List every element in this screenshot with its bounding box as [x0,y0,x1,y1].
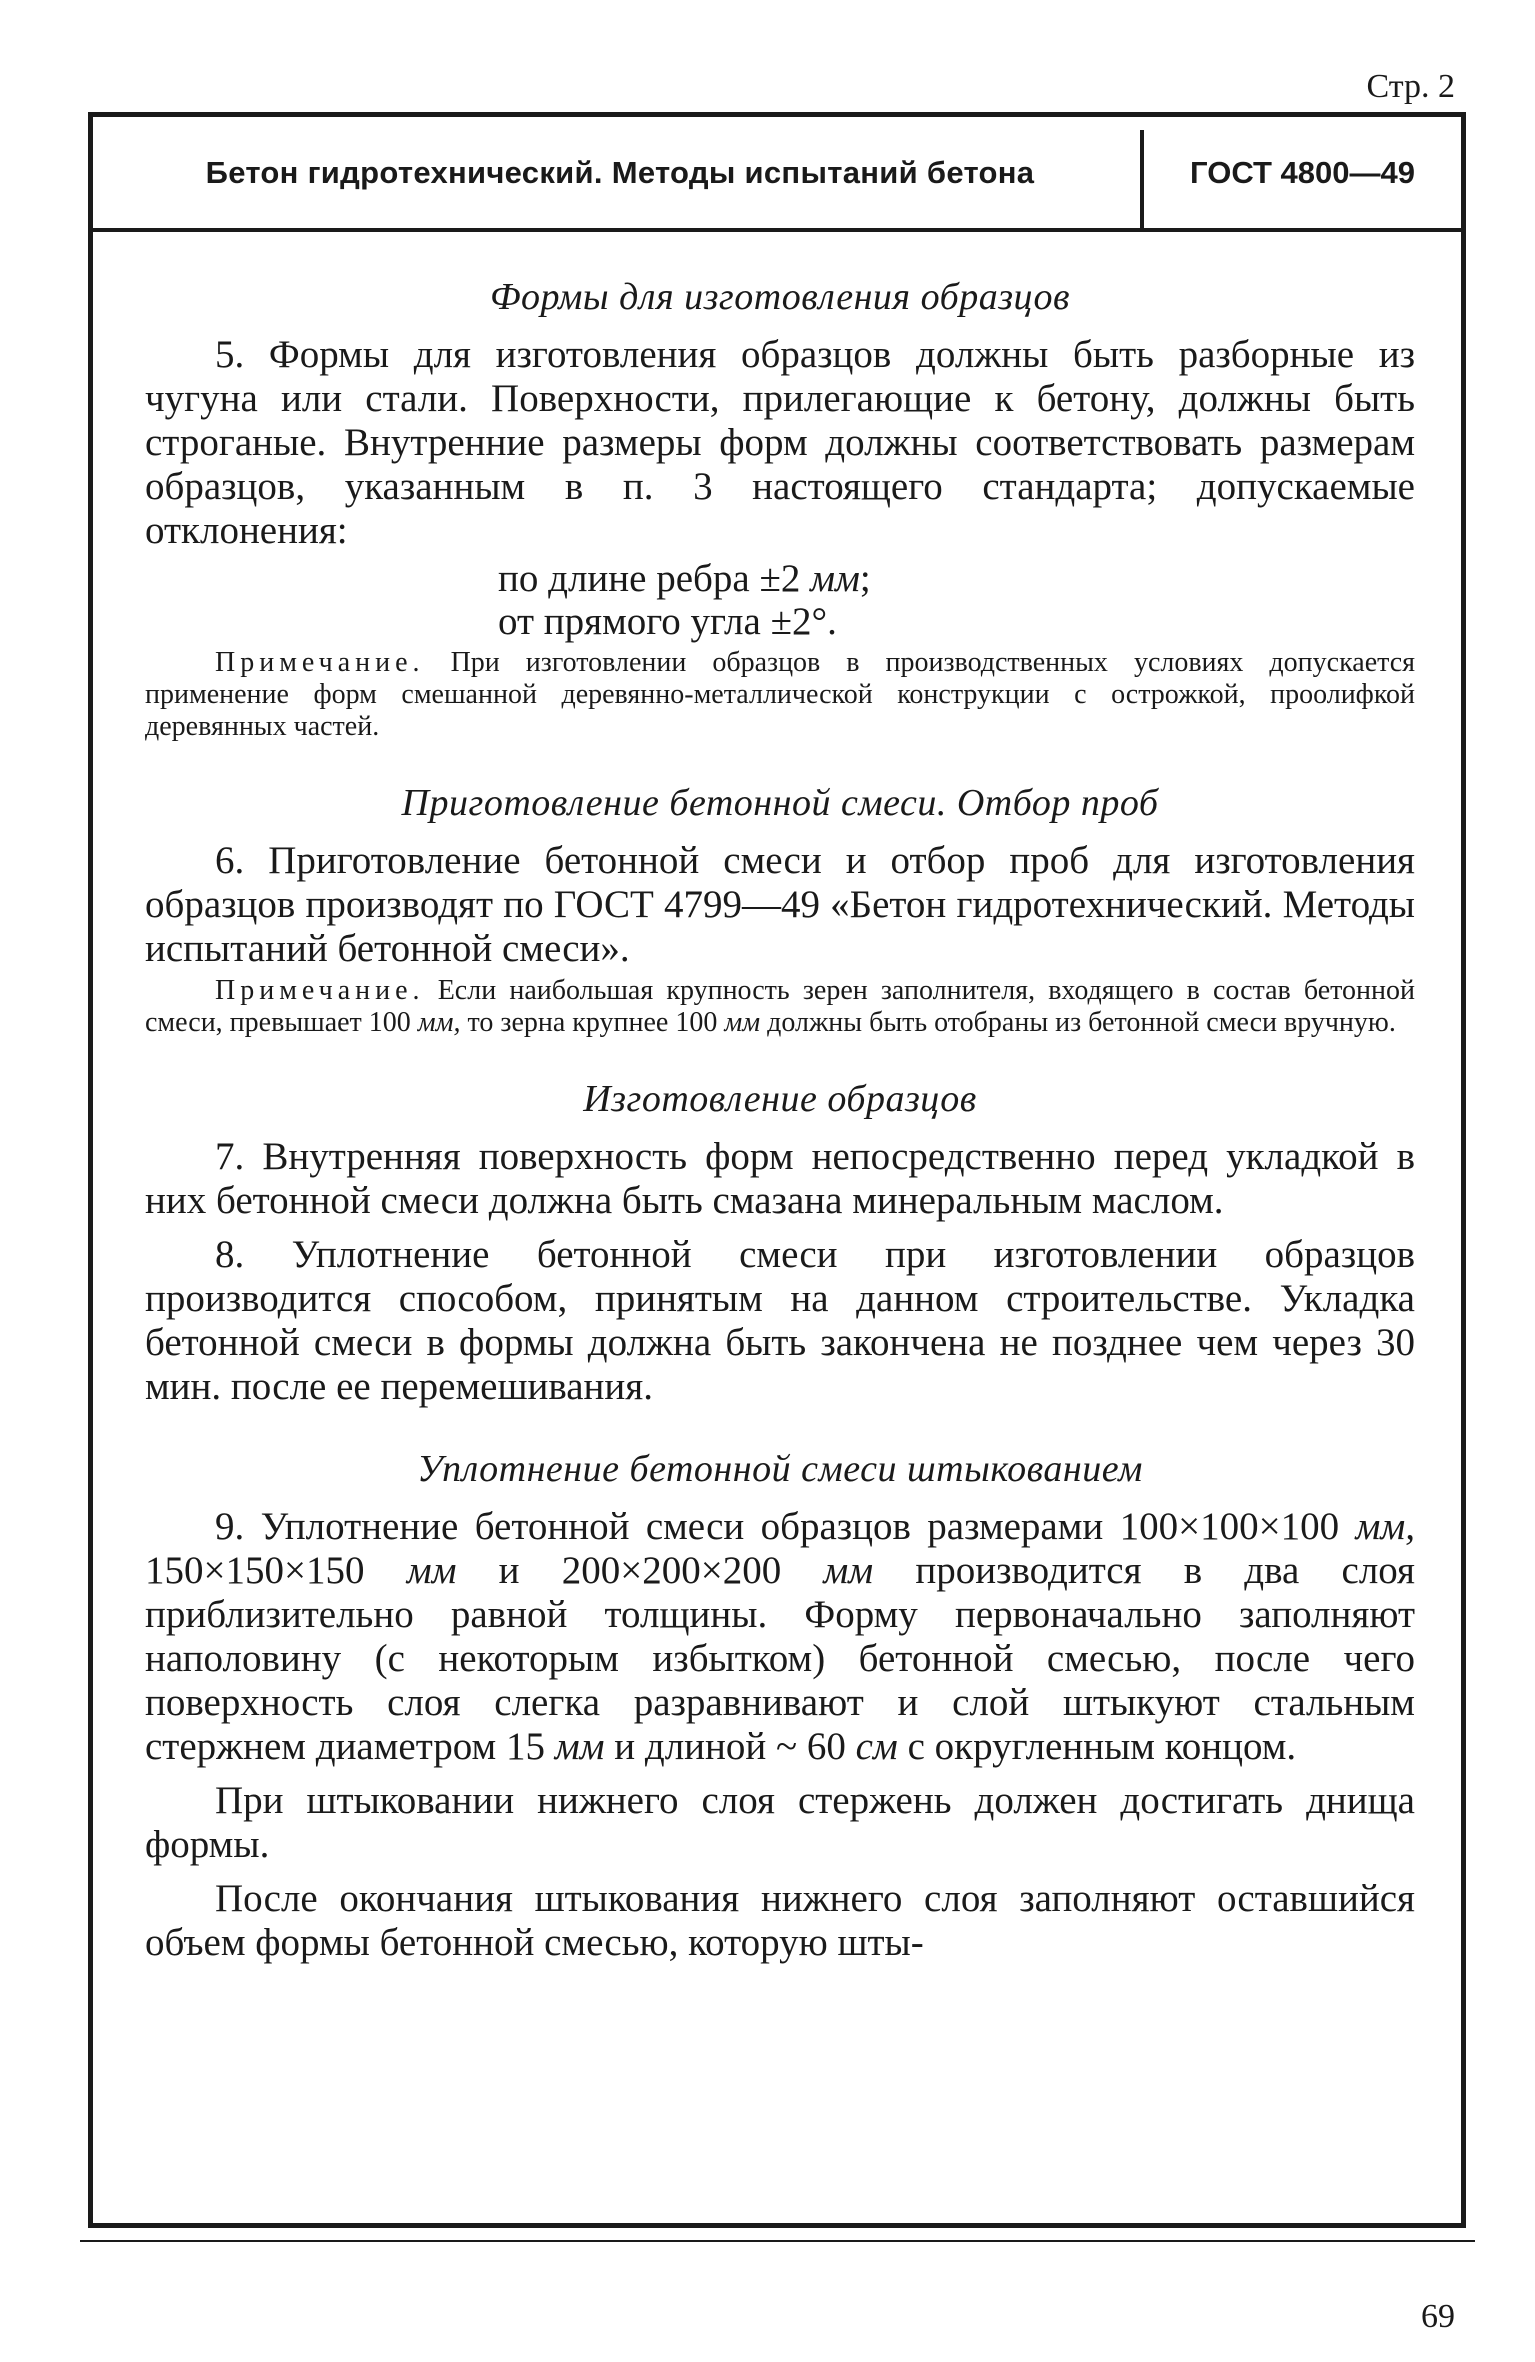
frame-right-rule [1461,112,1466,2227]
section-heading-forms: Формы для изготовления образцов [490,276,1070,318]
footer-rule [80,2240,1475,2242]
section-heading-mix-preparation: Приготовление бетонной смеси. Отбор проб [401,782,1159,824]
page-label: Стр. 2 [1366,68,1455,105]
paragraph-9: 9. Уплотнение бетонной смеси образцов размерами 100×100×100 мм, 150×150×150 мм и 200×200×200 мм производится в два слоя приблизительно равной толщины. Форму первоначально заполняют наполовину (с некоторым избытком) бетонной смесью, после чего поверхность слоя слегка разравнивают и слой штыкуют стальным стержнем диаметром 15 мм и длиной ~ 60 см с округленным концом. [145,1505,1415,1768]
paragraph-11: После окончания штыкования нижнего слоя заполняют оставшийся объем формы бетонной смесью, которую шты- [145,1877,1415,1964]
tolerance-item: по длине ребра ±2 мм; [498,557,871,600]
header-title: Бетон гидротехнический. Методы испытаний бетона [205,155,1035,190]
paragraph-8: 8. Уплотнение бетонной смеси при изготовлении образцов производится способом, принятым на данном строительстве. Укладка бетонной смеси в формы должна быть закончена не позднее чем через 30 мин. после ее перемешивания. [145,1233,1415,1408]
paragraph-7: 7. Внутренняя поверхность форм непосредственно перед укладкой в них бетонной смеси должна быть смазана минеральным маслом. [145,1135,1415,1222]
frame-bottom-rule [88,2223,1466,2228]
frame-left-rule [88,112,93,2227]
note-forms: Примечание. При изготовлении образцов в производственных условиях допускается применение форм смешанной деревянно-металлической конструкции с острожкой, проолифкой деревянных частей. [145,647,1416,742]
tolerance-item: от прямого угла ±2°. [498,600,837,643]
paragraph-6: 6. Приготовление бетонной смеси и отбор проб для изготовления образцов производят по ГОСТ 4799—49 «Бетон гидротехнический. Методы испытаний бетонной смеси». [145,839,1415,970]
header-separator [1140,130,1144,230]
page-content [145,265,1415,1965]
frame-top-rule [88,112,1466,117]
page-number: 69 [1421,2298,1455,2335]
header-standard: ГОСТ 4800—49 [1190,155,1415,190]
section-heading-specimens: Изготовление образцов [583,1078,977,1120]
note-mix: Примечание. Если наибольшая крупность зерен заполнителя, входящего в состав бетонной смеси, превышает 100 мм, то зерна крупнее 100 мм должны быть отобраны из бетонной смеси вручную. [145,975,1415,1038]
paragraph-5: 5. Формы для изготовления образцов должны быть разборные из чугуна или стали. Поверхности, прилегающие к бетону, должны быть строганые. Внутренние размеры форм должны соответствовать размерам образцов, указанным в п. 3 настоящего стандарта; допускаемые отклонения: [145,333,1415,552]
paragraph-10: При штыковании нижнего слоя стержень должен достигать днища формы. [145,1779,1415,1866]
section-heading-rodding: Уплотнение бетонной смеси штыкованием [417,1448,1143,1490]
header-bottom-rule [93,228,1461,232]
tolerance-list [498,557,1415,643]
